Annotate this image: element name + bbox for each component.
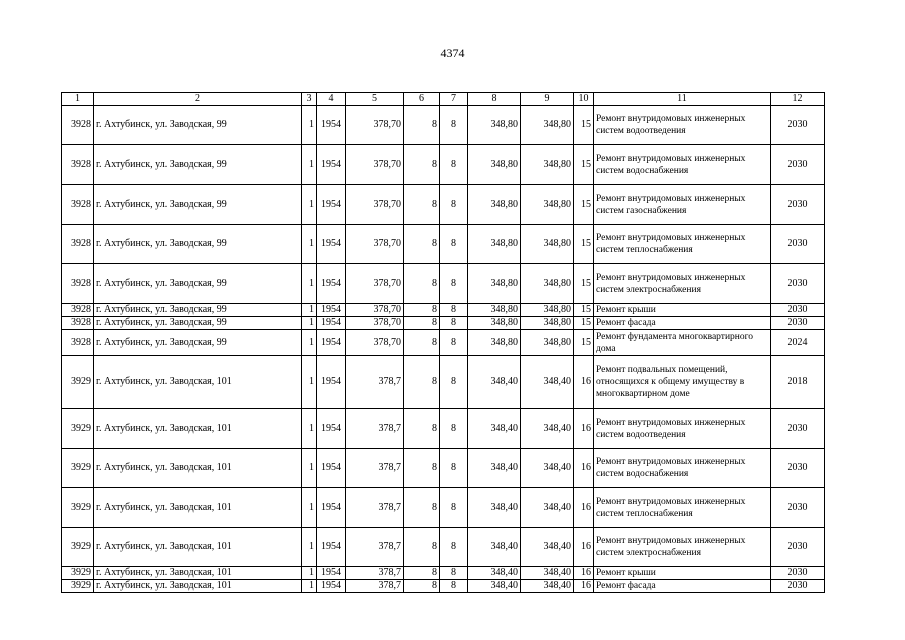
col8-area-cell: 348,80 [468,264,521,304]
col8-area-cell: 348,40 [468,528,521,567]
col10-cell: 15 [574,145,594,185]
house-number-cell: 3928 [62,317,94,330]
year-built-cell: 1954 [317,330,346,356]
total-area-cell: 378,70 [346,317,404,330]
planned-year-cell: 2030 [771,528,825,567]
house-number-cell: 3929 [62,528,94,567]
col6-cell: 8 [404,225,440,264]
col9-area-cell: 348,80 [521,145,574,185]
address-cell: г. Ахтубинск, ул. Заводская, 99 [94,225,302,264]
col6-cell: 8 [404,567,440,580]
address-cell: г. Ахтубинск, ул. Заводская, 99 [94,304,302,317]
total-area-cell: 378,7 [346,356,404,409]
house-number-cell: 3928 [62,185,94,225]
table-row [62,330,825,356]
house-number-cell: 3928 [62,264,94,304]
col6-cell: 8 [404,528,440,567]
col3-cell: 1 [302,145,317,185]
planned-year-cell: 2030 [771,185,825,225]
planned-year-cell: 2030 [771,304,825,317]
col7-cell: 8 [440,330,468,356]
col9-area-cell: 348,80 [521,106,574,145]
col3-cell: 1 [302,449,317,488]
col7-cell: 8 [440,356,468,409]
col6-cell: 8 [404,330,440,356]
col8-area-cell: 348,40 [468,488,521,528]
col7-cell: 8 [440,488,468,528]
year-built-cell: 1954 [317,225,346,264]
col8-area-cell: 348,40 [468,449,521,488]
col3-cell: 1 [302,225,317,264]
col3-cell: 1 [302,185,317,225]
col3-cell: 1 [302,567,317,580]
col3-cell: 1 [302,106,317,145]
work-type-cell: Ремонт фасада [594,580,771,593]
work-type-cell: Ремонт внутридомовых инженерных систем водоотведения [594,409,771,449]
col3-cell: 1 [302,580,317,593]
col3-cell: 1 [302,264,317,304]
table-row [62,106,825,145]
col6-cell: 8 [404,185,440,225]
col3-cell: 1 [302,330,317,356]
year-built-cell: 1954 [317,356,346,409]
column-header: 11 [594,93,771,106]
planned-year-cell: 2030 [771,449,825,488]
year-built-cell: 1954 [317,488,346,528]
year-built-cell: 1954 [317,106,346,145]
col6-cell: 8 [404,580,440,593]
col7-cell: 8 [440,409,468,449]
planned-year-cell: 2030 [771,409,825,449]
house-number-cell: 3929 [62,580,94,593]
col7-cell: 8 [440,145,468,185]
col10-cell: 15 [574,330,594,356]
table-row [62,488,825,528]
planned-year-cell: 2030 [771,225,825,264]
address-cell: г. Ахтубинск, ул. Заводская, 101 [94,488,302,528]
total-area-cell: 378,70 [346,106,404,145]
work-type-cell: Ремонт внутридомовых инженерных систем теплоснабжения [594,488,771,528]
col6-cell: 8 [404,488,440,528]
col7-cell: 8 [440,304,468,317]
work-type-cell: Ремонт подвальных помещений, относящихся к общему имуществу в многоквартирном доме [594,356,771,409]
planned-year-cell: 2030 [771,264,825,304]
page-number: 4374 [440,46,465,60]
col9-area-cell: 348,80 [521,264,574,304]
total-area-cell: 378,7 [346,580,404,593]
work-type-cell: Ремонт внутридомовых инженерных систем газоснабжения [594,185,771,225]
col8-area-cell: 348,80 [468,185,521,225]
year-built-cell: 1954 [317,145,346,185]
total-area-cell: 378,70 [346,330,404,356]
col9-area-cell: 348,40 [521,488,574,528]
col8-area-cell: 348,80 [468,317,521,330]
table-row [62,317,825,330]
work-type-cell: Ремонт крыши [594,304,771,317]
col9-area-cell: 348,80 [521,317,574,330]
col10-cell: 16 [574,449,594,488]
total-area-cell: 378,7 [346,449,404,488]
col10-cell: 16 [574,356,594,409]
address-cell: г. Ахтубинск, ул. Заводская, 101 [94,567,302,580]
column-header: 7 [440,93,468,106]
year-built-cell: 1954 [317,317,346,330]
table-row [62,580,825,593]
address-cell: г. Ахтубинск, ул. Заводская, 99 [94,106,302,145]
col7-cell: 8 [440,317,468,330]
year-built-cell: 1954 [317,567,346,580]
col10-cell: 16 [574,488,594,528]
col6-cell: 8 [404,264,440,304]
col8-area-cell: 348,40 [468,409,521,449]
total-area-cell: 378,70 [346,304,404,317]
work-type-cell: Ремонт внутридомовых инженерных систем электроснабжения [594,264,771,304]
total-area-cell: 378,70 [346,145,404,185]
column-header: 5 [346,93,404,106]
house-number-cell: 3929 [62,567,94,580]
table-row [62,264,825,304]
year-built-cell: 1954 [317,409,346,449]
col7-cell: 8 [440,225,468,264]
column-header: 6 [404,93,440,106]
table-row [62,528,825,567]
address-cell: г. Ахтубинск, ул. Заводская, 101 [94,528,302,567]
col10-cell: 15 [574,225,594,264]
col8-area-cell: 348,80 [468,145,521,185]
address-cell: г. Ахтубинск, ул. Заводская, 99 [94,264,302,304]
house-number-cell: 3928 [62,225,94,264]
house-number-cell: 3928 [62,106,94,145]
col7-cell: 8 [440,264,468,304]
column-header: 2 [94,93,302,106]
col9-area-cell: 348,40 [521,356,574,409]
work-type-cell: Ремонт внутридомовых инженерных систем электроснабжения [594,528,771,567]
house-number-cell: 3929 [62,356,94,409]
col10-cell: 15 [574,106,594,145]
col3-cell: 1 [302,356,317,409]
col7-cell: 8 [440,528,468,567]
col3-cell: 1 [302,304,317,317]
address-cell: г. Ахтубинск, ул. Заводская, 101 [94,356,302,409]
col7-cell: 8 [440,185,468,225]
col8-area-cell: 348,40 [468,567,521,580]
col10-cell: 15 [574,304,594,317]
column-header: 9 [521,93,574,106]
planned-year-cell: 2030 [771,317,825,330]
col6-cell: 8 [404,449,440,488]
table-row [62,304,825,317]
house-number-cell: 3928 [62,330,94,356]
col6-cell: 8 [404,106,440,145]
col3-cell: 1 [302,317,317,330]
address-cell: г. Ахтубинск, ул. Заводская, 101 [94,580,302,593]
table-row [62,225,825,264]
house-number-cell: 3928 [62,145,94,185]
planned-year-cell: 2024 [771,330,825,356]
planned-year-cell: 2018 [771,356,825,409]
work-type-cell: Ремонт фундамента многоквартирного дома [594,330,771,356]
planned-year-cell: 2030 [771,580,825,593]
col8-area-cell: 348,40 [468,356,521,409]
total-area-cell: 378,7 [346,409,404,449]
col9-area-cell: 348,40 [521,449,574,488]
total-area-cell: 378,7 [346,567,404,580]
col7-cell: 8 [440,449,468,488]
year-built-cell: 1954 [317,528,346,567]
work-type-cell: Ремонт внутридомовых инженерных систем водоснабжения [594,145,771,185]
planned-year-cell: 2030 [771,488,825,528]
year-built-cell: 1954 [317,304,346,317]
planned-year-cell: 2030 [771,145,825,185]
col6-cell: 8 [404,317,440,330]
column-header: 8 [468,93,521,106]
col9-area-cell: 348,40 [521,567,574,580]
address-cell: г. Ахтубинск, ул. Заводская, 99 [94,330,302,356]
column-header: 1 [62,93,94,106]
col9-area-cell: 348,80 [521,304,574,317]
year-built-cell: 1954 [317,449,346,488]
col9-area-cell: 348,80 [521,330,574,356]
col9-area-cell: 348,40 [521,580,574,593]
total-area-cell: 378,7 [346,488,404,528]
col8-area-cell: 348,40 [468,580,521,593]
address-cell: г. Ахтубинск, ул. Заводская, 101 [94,449,302,488]
capital-repair-table [61,92,825,593]
address-cell: г. Ахтубинск, ул. Заводская, 101 [94,409,302,449]
table-body [62,93,825,593]
total-area-cell: 378,70 [346,264,404,304]
col8-area-cell: 348,80 [468,106,521,145]
table-row [62,449,825,488]
year-built-cell: 1954 [317,185,346,225]
col8-area-cell: 348,80 [468,225,521,264]
year-built-cell: 1954 [317,264,346,304]
col10-cell: 16 [574,528,594,567]
col7-cell: 8 [440,106,468,145]
total-area-cell: 378,7 [346,528,404,567]
address-cell: г. Ахтубинск, ул. Заводская, 99 [94,145,302,185]
col9-area-cell: 348,80 [521,225,574,264]
col6-cell: 8 [404,356,440,409]
col3-cell: 1 [302,409,317,449]
col9-area-cell: 348,40 [521,528,574,567]
col3-cell: 1 [302,528,317,567]
work-type-cell: Ремонт внутридомовых инженерных систем водоотведения [594,106,771,145]
planned-year-cell: 2030 [771,567,825,580]
col10-cell: 16 [574,409,594,449]
total-area-cell: 378,70 [346,225,404,264]
col3-cell: 1 [302,488,317,528]
col10-cell: 16 [574,580,594,593]
col9-area-cell: 348,40 [521,409,574,449]
work-type-cell: Ремонт фасада [594,317,771,330]
address-cell: г. Ахтубинск, ул. Заводская, 99 [94,185,302,225]
work-type-cell: Ремонт внутридомовых инженерных систем водоснабжения [594,449,771,488]
table-row [62,409,825,449]
column-header: 10 [574,93,594,106]
column-header: 12 [771,93,825,106]
planned-year-cell: 2030 [771,106,825,145]
column-header: 4 [317,93,346,106]
work-type-cell: Ремонт внутридомовых инженерных систем теплоснабжения [594,225,771,264]
total-area-cell: 378,70 [346,185,404,225]
col10-cell: 16 [574,567,594,580]
col7-cell: 8 [440,567,468,580]
col10-cell: 15 [574,264,594,304]
col8-area-cell: 348,80 [468,330,521,356]
house-number-cell: 3928 [62,304,94,317]
house-number-cell: 3929 [62,409,94,449]
column-header: 3 [302,93,317,106]
work-type-cell: Ремонт крыши [594,567,771,580]
table-row [62,185,825,225]
column-number-row [62,93,825,106]
col6-cell: 8 [404,145,440,185]
col6-cell: 8 [404,304,440,317]
address-cell: г. Ахтубинск, ул. Заводская, 99 [94,317,302,330]
house-number-cell: 3929 [62,488,94,528]
col7-cell: 8 [440,580,468,593]
col10-cell: 15 [574,317,594,330]
table-row [62,145,825,185]
col10-cell: 15 [574,185,594,225]
table-row [62,567,825,580]
col8-area-cell: 348,80 [468,304,521,317]
table-row [62,356,825,409]
col6-cell: 8 [404,409,440,449]
house-number-cell: 3929 [62,449,94,488]
col9-area-cell: 348,80 [521,185,574,225]
year-built-cell: 1954 [317,580,346,593]
